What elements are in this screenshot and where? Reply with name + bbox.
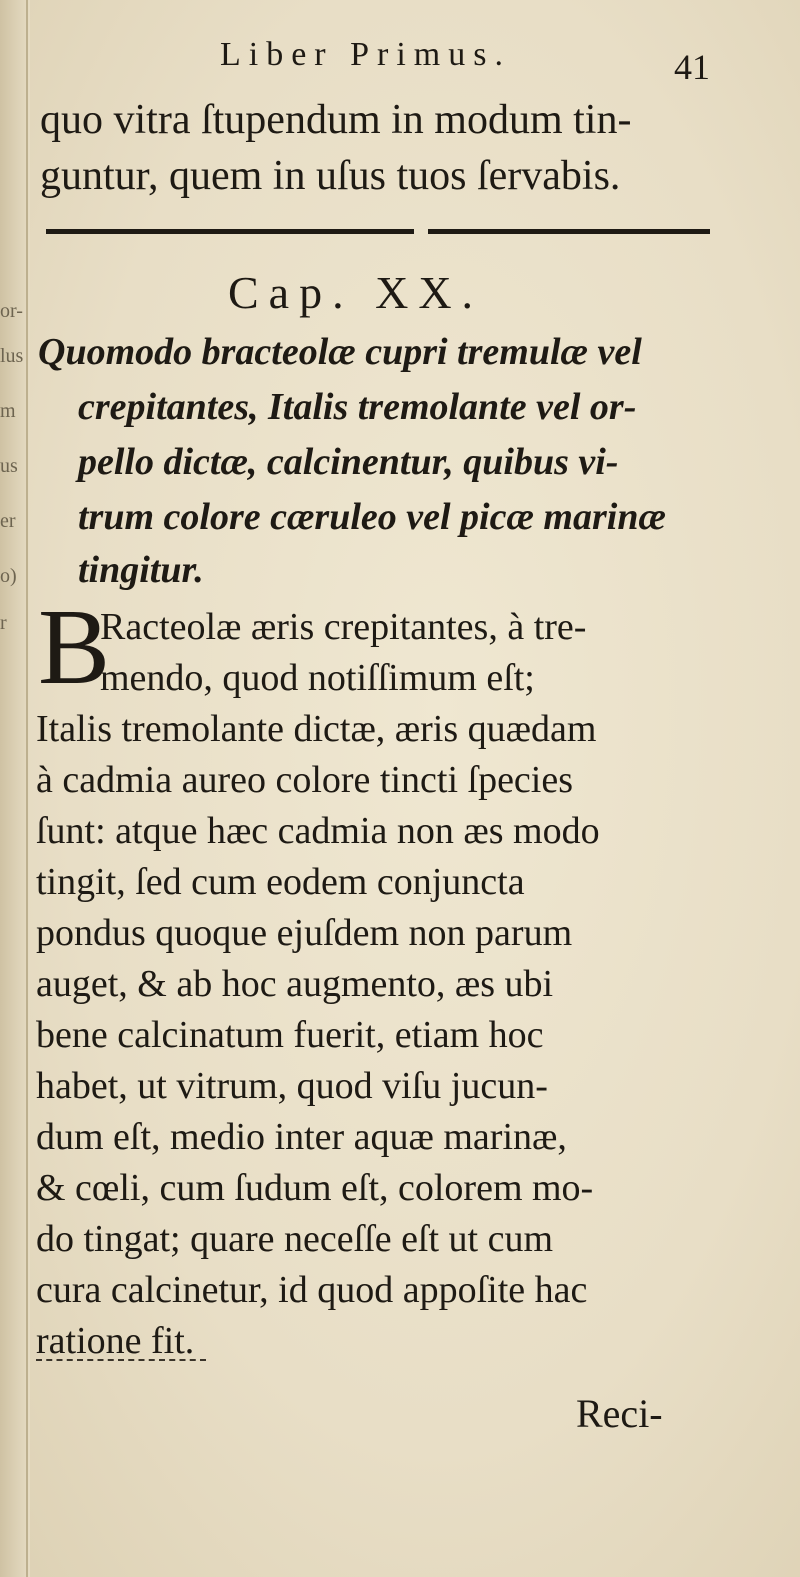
body-line: Racteolæ æris crepitantes, à tre- [100,606,587,648]
body-line: mendo, quod notiſſimum eſt; [100,657,535,699]
body-line: auget, & ab hoc augmento, æs ubi [36,963,554,1005]
chapter-summary-line: crepitantes, Italis tremolante vel or- [78,386,637,428]
body-line: à cadmia aureo colore tincti ſpecies [36,759,574,801]
carryover-line: quo vitra ſtupendum in modum tin- [40,97,632,143]
body-line: & cœli, cum ſudum eſt, colorem mo- [36,1167,594,1209]
body-line: cura calcinetur, id quod appoſite hac [36,1269,588,1311]
chapter-summary-line: tingitur. [78,549,204,591]
body-line: habet, ut vitrum, quod viſu jucun- [36,1065,548,1107]
margin-fragment: or- [0,300,23,322]
margin-fragment: m [0,400,16,422]
body-line: bene calcinatum fuerit, etiam hoc [36,1014,544,1056]
margin-fragment: r [0,612,7,634]
margin-fragment: o) [0,565,17,587]
chapter-summary-line: trum colore cæruleo vel picæ marinæ [78,496,666,538]
body-line: ratione fit. [36,1320,195,1362]
running-head: Liber Primus. [220,36,511,73]
section-rule-right [428,229,710,234]
carryover-line: guntur, quem in uſus tuos ſervabis. [40,153,621,199]
drop-cap: B [38,588,111,707]
margin-fragment: er [0,510,16,532]
gutter-edge [26,0,28,1577]
body-line: pondus quoque ejuſdem non parum [36,912,573,954]
margin-fragment: lus [0,345,24,367]
margin-fragment: us [0,455,18,477]
catchword: Reci- [576,1391,663,1436]
chapter-summary-line: pello dictæ, calcinentur, quibus vi- [78,441,619,483]
body-line: dum eſt, medio inter aquæ marinæ, [36,1116,567,1158]
body-line: ſunt: atque hæc cadmia non æs modo [36,810,600,852]
body-line: do tingat; quare neceſſe eſt ut cum [36,1218,554,1260]
section-rule-left [46,229,414,234]
footer-rule [36,1359,206,1363]
page-number: 41 [674,47,710,87]
body-line: Italis tremolante dictæ, æris quædam [36,708,597,750]
chapter-summary-line: Quomodo bracteolæ cupri tremulæ vel [38,331,642,373]
chapter-heading: Cap. XX. [228,267,484,318]
body-line: tingit, ſed cum eodem conjuncta [36,861,525,903]
